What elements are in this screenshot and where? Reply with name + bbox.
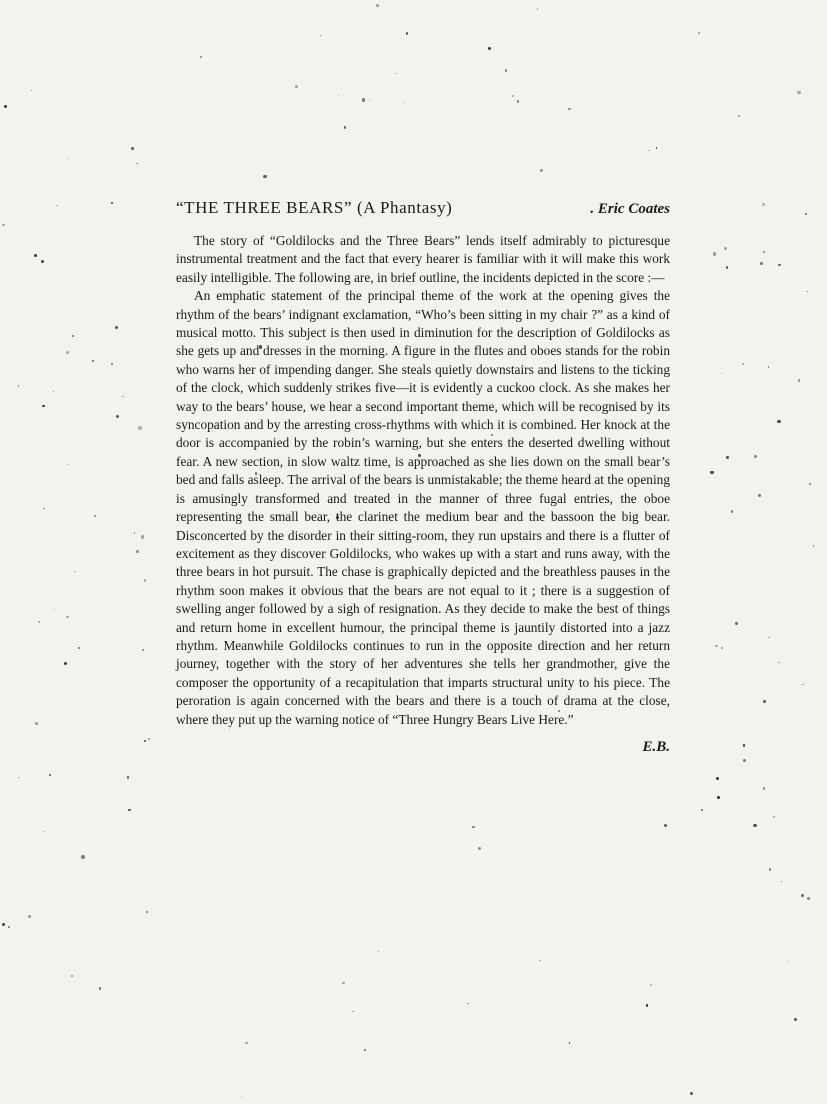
paper-speck (31, 90, 32, 91)
paper-speck (295, 85, 298, 88)
paper-speck (122, 396, 124, 398)
paper-speck (74, 571, 76, 573)
paper-speck (743, 744, 745, 746)
paper-speck (136, 163, 137, 164)
paper-speck (115, 326, 118, 329)
paper-speck (802, 684, 804, 686)
paper-speck (2, 923, 5, 926)
paper-speck (362, 98, 366, 102)
paper-speck (111, 363, 113, 365)
paper-speck (809, 483, 811, 485)
paper-speck (805, 213, 807, 215)
paragraph-description: An emphatic statement of the principal theme of the work at the opening gives the rhythm of the bears’ indignant exclamation, “Who’s been sitting in my chair ?” as a kind of musical motto. This subject is then used in diminution for the description of Goldilocks as she gets up and dresses in the morning. A figure in the flutes and oboes stands for the robin who warns her of impending danger. She steals quietly downstairs and listens to the ticking of the clock, which suddenly strikes five—it is evidently a cuckoo clock. As she makes her way to the bears’ house, we hear a second important theme, which will be recognised by its syncopation and by the arresting cross-rhythms with which it is combined. Her knock at the door is accompanied by the robin’s warning, but she enters the deserted dwelling without fear. A new section, in slow waltz time, is approached as she lies down on the small bear’s bed and falls asleep. The arrival of the bears is unmistakable; the theme heard at the opening is amusingly transformed and treated in the manner of three fugal entries, the oboe representing the small bear, the clarinet the medium bear and the bassoon the big bear. Disconcerted by the disorder in their sitting-room, they run upstairs and there is a flutter of excitement as they discover Goldilocks, who wakes up with a start and runs away, with the three bears in hot pursuit. The chase is graphically depicted and the breathless pauses in the rhythm soon makes it obvious that the bears are not equal to it ; there is a suggestion of swelling anger followed by a sigh of resignation. As they decide to make the best of things and return home in excellent humour, the principal theme is jauntily distorted into a jazz rhythm. Meanwhile Goldilocks continues to run in the opposite direction and her return journey, together with the story of her adventures she tells her grandmother, give the composer the opportunity of a recapitulation that imparts structural unity to his piece. The peroration is again concerned with the bears and there is a touch of drama at the close, where they put up the warning notice of “Three Hungry Bears Live Here.” (176, 288, 670, 727)
paper-speck (263, 175, 266, 178)
paper-speck (664, 824, 667, 827)
paper-speck (245, 1042, 248, 1045)
paper-speck (18, 777, 20, 779)
paper-speck (66, 616, 68, 618)
paper-speck (540, 169, 543, 172)
paper-speck (794, 1018, 797, 1021)
paper-speck (569, 1042, 571, 1044)
paper-speck (99, 987, 102, 990)
paper-speck (467, 1003, 468, 1004)
paper-speck (773, 816, 775, 818)
paper-speck (144, 579, 146, 581)
paper-speck (141, 535, 145, 539)
paper-speck (698, 32, 700, 34)
paper-speck (128, 809, 130, 811)
paper-speck (81, 855, 84, 858)
paper-speck (568, 108, 571, 111)
paper-speck (67, 158, 68, 159)
paragraph-intro: The story of “Goldilocks and the Three Bears” lends itself admirably to picturesque instrumental treatment and the fact that every hearer is familiar with it will make this work easily intelligible. The following are, in brief outline, the incidents depicted in the score :— (176, 233, 670, 285)
paper-speck (517, 100, 519, 102)
paper-speck (127, 776, 130, 779)
paper-speck (724, 247, 727, 250)
author-signature: E.B. (642, 738, 670, 755)
paper-speck (344, 126, 347, 129)
paper-speck (798, 379, 800, 381)
paper-speck (53, 391, 55, 393)
paper-speck (539, 960, 541, 962)
paper-speck (716, 777, 719, 780)
paper-speck (71, 975, 73, 977)
paper-speck (376, 4, 379, 7)
paper-speck (406, 32, 408, 34)
paper-speck (352, 1011, 353, 1012)
paper-speck (656, 147, 657, 148)
paper-speck (369, 99, 370, 100)
paper-speck (35, 722, 38, 725)
paper-speck (67, 464, 68, 465)
paper-speck (2, 224, 5, 227)
paper-speck (43, 831, 44, 832)
paper-speck (403, 102, 404, 103)
paper-speck (715, 645, 717, 647)
paper-speck (338, 95, 340, 97)
paper-speck (43, 508, 44, 509)
paper-speck (753, 824, 756, 827)
paper-speck (807, 291, 808, 292)
paper-speck (807, 897, 810, 900)
paper-speck (28, 915, 32, 919)
paper-speck (56, 205, 58, 207)
paper-speck (738, 115, 740, 117)
article-heading (176, 198, 670, 218)
paper-speck (18, 385, 19, 386)
paper-speck (64, 662, 67, 665)
paper-speck (742, 363, 744, 365)
paper-speck (134, 532, 136, 534)
paper-speck (769, 868, 772, 871)
paper-speck (364, 1049, 365, 1050)
paper-speck (138, 426, 141, 429)
paper-speck (200, 56, 202, 58)
paper-speck (66, 351, 68, 353)
paper-speck (763, 700, 767, 704)
paper-speck (646, 1004, 648, 1006)
paper-speck (760, 262, 763, 265)
paper-speck (537, 8, 538, 9)
paper-speck (78, 647, 80, 649)
paper-speck (781, 881, 782, 882)
article-body (176, 232, 670, 729)
paper-speck (762, 203, 765, 206)
paper-speck (743, 759, 746, 762)
paper-speck (797, 91, 800, 94)
paper-speck (4, 105, 7, 108)
paper-speck (342, 982, 344, 984)
paper-speck (396, 73, 397, 74)
paper-speck (788, 960, 789, 961)
paper-speck (754, 455, 757, 458)
paper-speck (41, 260, 44, 263)
paper-speck (148, 738, 150, 740)
paper-speck (813, 545, 814, 546)
paper-speck (142, 649, 144, 651)
paper-speck (690, 1092, 693, 1095)
paper-speck (42, 405, 44, 407)
paper-speck (136, 550, 138, 552)
paper-speck (72, 335, 74, 337)
paper-speck (131, 147, 134, 150)
paper-speck (717, 796, 720, 799)
paper-speck (731, 510, 734, 513)
paper-speck (34, 254, 37, 257)
paper-speck (777, 420, 780, 423)
paper-speck (472, 826, 475, 829)
paper-speck (768, 637, 770, 639)
paper-speck (378, 951, 379, 952)
paper-speck (116, 415, 119, 418)
paper-speck (713, 252, 716, 255)
paper-speck (721, 373, 722, 374)
paper-speck (763, 251, 765, 253)
paper-speck (241, 1096, 242, 1097)
paper-speck (650, 984, 652, 986)
paper-speck (111, 202, 113, 204)
paper-speck (8, 926, 10, 928)
paper-speck (721, 647, 723, 649)
paper-speck (758, 494, 761, 497)
paper-speck (778, 264, 781, 267)
paper-speck (512, 95, 514, 97)
paper-speck (648, 150, 649, 151)
paper-speck (778, 662, 779, 663)
paper-speck (701, 809, 703, 811)
paper-speck (488, 47, 491, 50)
paper-speck (726, 456, 728, 458)
paper-speck (320, 35, 321, 36)
paper-speck (801, 894, 804, 897)
paper-speck (38, 621, 40, 623)
paper-speck (710, 471, 714, 475)
paper-speck (505, 69, 508, 72)
paper-speck (92, 360, 93, 361)
paper-speck (54, 609, 56, 611)
article-title: “THE THREE BEARS” (A Phantasy) (176, 198, 453, 217)
paper-speck (144, 740, 146, 742)
composer-name: . Eric Coates (590, 201, 670, 217)
paper-speck (735, 622, 738, 625)
document-page (176, 198, 670, 756)
paper-speck (146, 911, 148, 913)
paper-speck (726, 266, 729, 269)
paper-speck (768, 366, 769, 367)
paper-speck (94, 515, 96, 517)
paper-speck (478, 847, 481, 850)
paper-speck (49, 774, 51, 776)
paper-speck (763, 787, 766, 790)
